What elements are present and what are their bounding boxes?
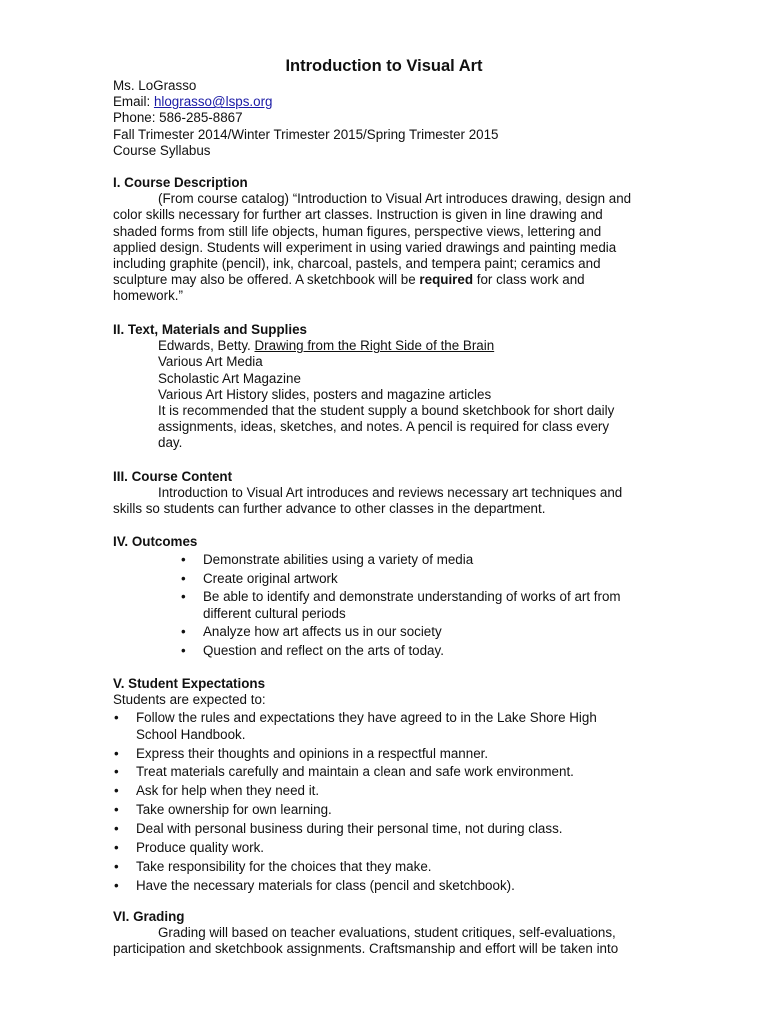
required-emphasis: required xyxy=(419,272,473,288)
section-heading: II. Text, Materials and Supplies xyxy=(113,322,307,337)
paragraph-line: (From course catalog) “Introduction to Visual Art introduces drawing, design and xyxy=(158,191,632,207)
list-item xyxy=(113,710,658,742)
list-item xyxy=(113,783,658,799)
bullet-icon: • xyxy=(181,624,186,640)
email-line xyxy=(113,94,658,110)
material-item: day. xyxy=(158,435,183,451)
document-title: Introduction to Visual Art xyxy=(285,57,483,75)
item-text: Be able to identify and demonstrate understanding of works of art from xyxy=(203,589,621,605)
book-title: Drawing from the Right Side of the Brain xyxy=(254,338,495,354)
section-heading: IV. Outcomes xyxy=(113,534,198,549)
item-text: Deal with personal business during their personal time, not during class. xyxy=(136,821,563,837)
material-item: Scholastic Art Magazine xyxy=(158,370,301,386)
section-heading: III. Course Content xyxy=(113,469,233,484)
list-item xyxy=(113,802,658,818)
bullet-icon: • xyxy=(114,783,119,799)
list-item xyxy=(113,764,658,780)
item-text: Express their thoughts and opinions in a respectful manner. xyxy=(136,745,489,761)
teacher-name: Ms. LoGrasso xyxy=(113,78,197,93)
item-text: School Handbook. xyxy=(136,726,246,742)
material-item: It is recommended that the student supply a bound sketchbook for short daily xyxy=(158,403,615,419)
book-line xyxy=(113,338,658,354)
material-item: Various Art Media xyxy=(158,354,263,370)
list-item xyxy=(113,746,658,762)
paragraph-line: Grading will based on teacher evaluations, student critiques, self-evaluations, xyxy=(158,925,616,941)
paragraph-line xyxy=(113,272,658,288)
bullet-icon: • xyxy=(114,764,119,780)
teacher-info xyxy=(113,78,658,159)
section-grading xyxy=(113,909,658,958)
text-run: for class work and xyxy=(473,272,585,288)
paragraph-line: applied design. Students will experiment in using varied drawings and painting media xyxy=(113,239,617,255)
section-heading: V. Student Expectations xyxy=(113,676,266,691)
paragraph-line: including graphite (pencil), ink, charcoal, pastels, and tempera paint; ceramics and xyxy=(113,256,601,272)
list-item xyxy=(113,821,658,837)
paragraph-line: homework.” xyxy=(113,288,183,304)
paragraph-line: skills so students can further advance to other classes in the department. xyxy=(113,501,546,517)
section-heading: VI. Grading xyxy=(113,909,185,924)
terms-line: Fall Trimester 2014/Winter Trimester 2015/Spring Trimester 2015 xyxy=(113,126,499,142)
phone-line: Phone: 586-285-8867 xyxy=(113,110,243,126)
bullet-icon: • xyxy=(114,858,119,874)
list-item xyxy=(113,589,658,621)
material-item: assignments, ideas, sketches, and notes. A pencil is required for class every xyxy=(158,419,610,435)
item-text: Take responsibility for the choices that they make. xyxy=(136,858,432,874)
section-course-description xyxy=(113,175,658,305)
paragraph-line: color skills necessary for further art classes. Instruction is given in line drawing and xyxy=(113,207,603,223)
list-item xyxy=(113,571,658,587)
section-outcomes xyxy=(113,534,658,661)
paragraph-line: participation and sketchbook assignments. Craftsmanship and effort will be taken into xyxy=(113,941,619,957)
doc-type-line: Course Syllabus xyxy=(113,142,211,158)
bullet-icon: • xyxy=(181,642,186,658)
bullet-icon: • xyxy=(181,552,186,568)
list-item xyxy=(113,840,658,856)
material-item: Various Art History slides, posters and magazine articles xyxy=(158,386,492,402)
paragraph-line: Introduction to Visual Art introduces and reviews necessary art techniques and xyxy=(158,485,623,501)
item-text: Analyze how art affects us in our society xyxy=(203,624,442,640)
item-text: Produce quality work. xyxy=(136,839,265,855)
bullet-icon: • xyxy=(114,821,119,837)
paragraph-line: shaded forms from still life objects, human figures, perspective views, lettering and xyxy=(113,223,602,239)
item-text: Have the necessary materials for class (pencil and sketchbook). xyxy=(136,877,515,893)
email-label: Email: xyxy=(113,94,154,110)
item-text: Treat materials carefully and maintain a clean and safe work environment. xyxy=(136,764,574,780)
item-text: Ask for help when they need it. xyxy=(136,783,320,799)
list-item xyxy=(113,859,658,875)
outcomes-list xyxy=(113,552,658,659)
list-item xyxy=(113,624,658,640)
bullet-icon: • xyxy=(114,710,119,726)
bullet-icon: • xyxy=(114,802,119,818)
text-run: sculpture may also be offered. A sketchbook will be xyxy=(113,272,420,288)
list-item xyxy=(113,878,658,894)
item-text: Create original artwork xyxy=(203,570,338,586)
expectations-list xyxy=(113,710,658,894)
list-item xyxy=(113,643,658,659)
bullet-icon: • xyxy=(114,877,119,893)
item-text: Take ownership for own learning. xyxy=(136,802,332,818)
section-materials xyxy=(113,322,658,452)
section-course-content xyxy=(113,469,658,518)
item-text: Question and reflect on the arts of today. xyxy=(203,642,444,658)
item-text: Demonstrate abilities using a variety of media xyxy=(203,552,474,568)
email-link[interactable]: hlograsso@lsps.org xyxy=(153,94,273,110)
item-text: Follow the rules and expectations they have agreed to in the Lake Shore High xyxy=(136,710,597,726)
bullet-icon: • xyxy=(114,839,119,855)
bullet-icon: • xyxy=(114,745,119,761)
list-item xyxy=(113,552,658,568)
bullet-icon: • xyxy=(181,589,186,605)
item-text: different cultural periods xyxy=(203,605,346,621)
expectations-intro: Students are expected to: xyxy=(113,692,266,708)
section-student-expectations xyxy=(113,676,658,897)
bullet-icon: • xyxy=(181,570,186,586)
book-author: Edwards, Betty. xyxy=(158,338,255,354)
section-heading: I. Course Description xyxy=(113,175,248,190)
